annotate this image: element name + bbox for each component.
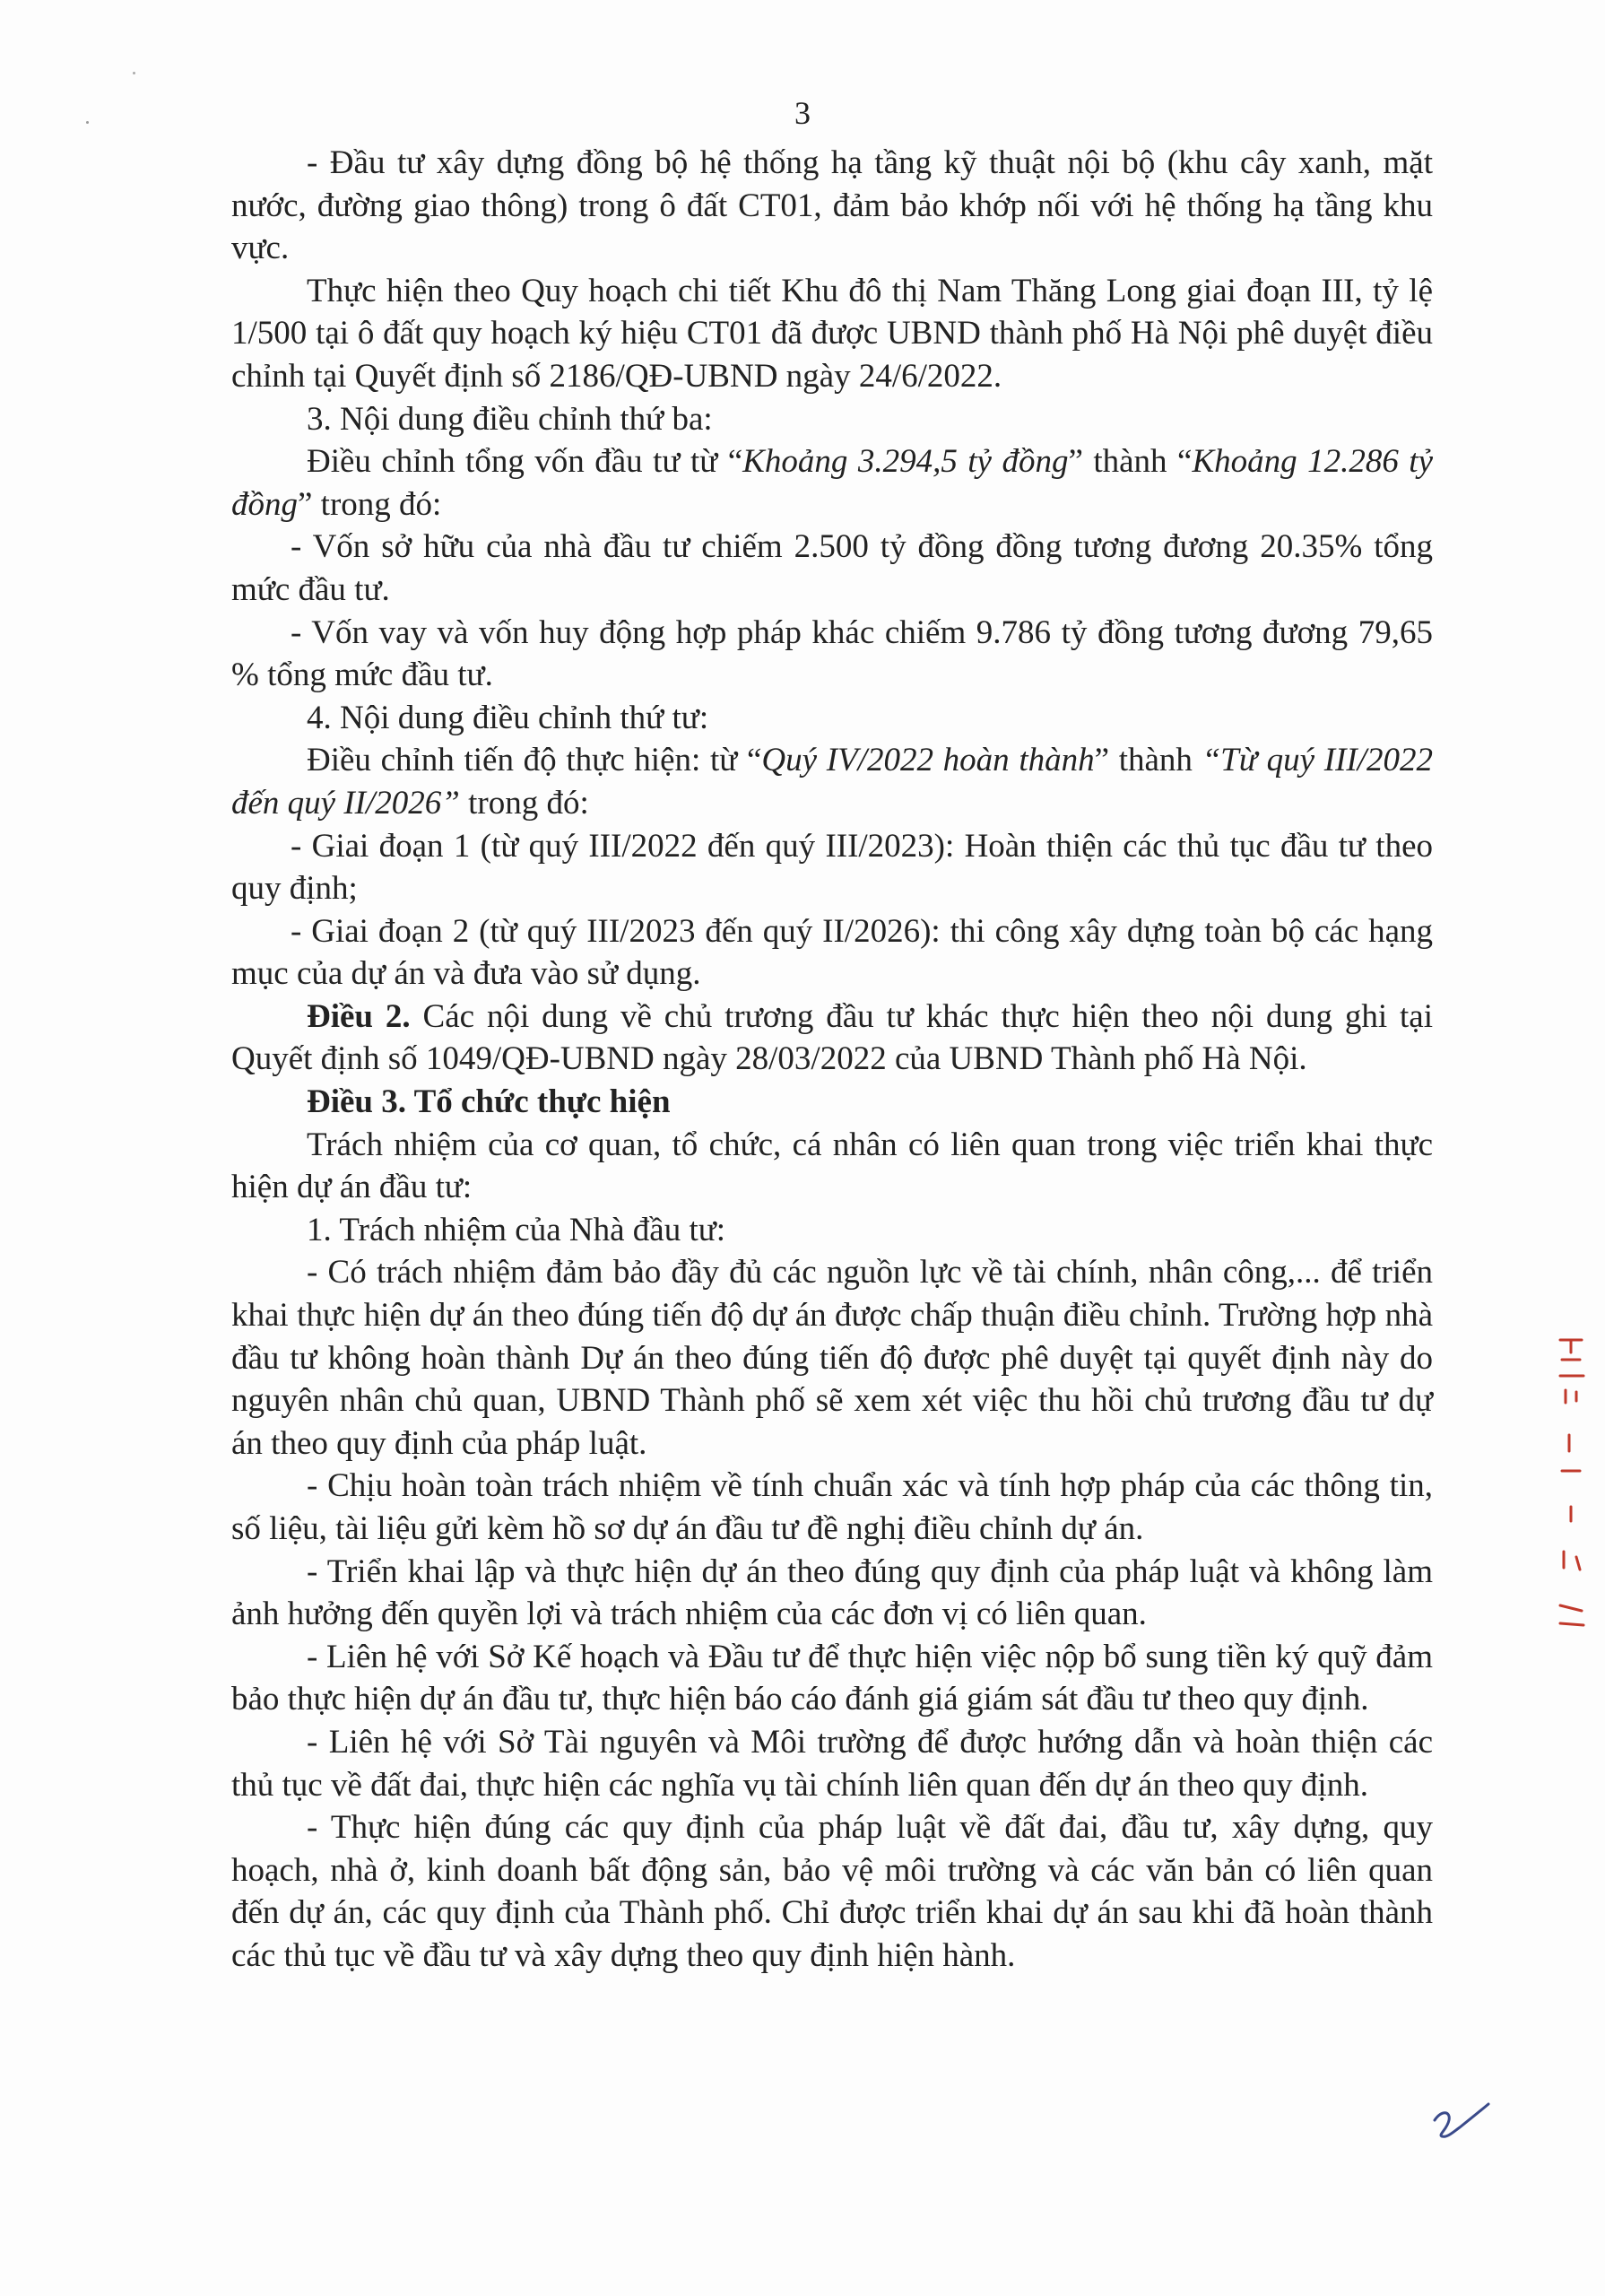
page-number: 3: [794, 95, 811, 131]
paragraph: - Giai đoạn 2 (từ quý III/2023 đến quý II/2026): thi công xây dựng toàn bộ các hạng mục của dự án và đưa vào sử dụng.: [231, 912, 1433, 993]
paragraph: [231, 440, 1433, 526]
scan-speck: [86, 121, 89, 124]
paragraph: - Liên hệ với Sở Tài nguyên và Môi trường để được hướng dẫn và hoàn thiện các thủ tục về đất đai, thực hiện các nghĩa vụ tài chính liên quan đến dự án theo quy định.: [231, 1723, 1433, 1804]
paragraph: - Đầu tư xây dựng đồng bộ hệ thống hạ tầng kỹ thuật nội bộ (khu cây xanh, mặt nước, đường giao thông) trong ô đất CT01, đảm bảo khớp nối với hệ thống hạ tầng khu vực.: [231, 144, 1433, 267]
italic-run: Quý IV/2022 hoàn thành: [761, 742, 1095, 779]
italic-run: Khoảng 3.294,5 tỷ đồng: [742, 443, 1069, 481]
paragraph: [231, 739, 1433, 824]
text-run: ” trong đó:: [298, 485, 442, 523]
paragraph: - Giai đoạn 1 (từ quý III/2022 đến quý III/2023): Hoàn thiện các thủ tục đầu tư theo quy định;: [231, 827, 1433, 908]
paragraph: - Vốn vay và vốn huy động hợp pháp khác chiếm 9.786 tỷ đồng tương đương 79,65 % tổng mức đầu tư.: [231, 613, 1433, 694]
text-run: Các nội dung về chủ trương đầu tư khác thực hiện theo nội dung ghi tại Quyết định số 1049/QĐ-UBND ngày 28/03/2022 của UBND Thành phố Hà Nội.: [231, 997, 1434, 1078]
document-body: [231, 142, 1433, 1978]
paragraph: - Có trách nhiệm đảm bảo đầy đủ các nguồn lực về tài chính, nhân công,... để triển khai thực hiện dự án theo đúng tiến độ dự án được chấp thuận điều chỉnh. Trường hợp nhà đầu tư không hoàn thành Dự án theo đúng tiến độ được phê duyệt tại quyết định này do nguyên nhân chủ quan, UBND Thành phố sẽ xem xét việc thu hồi chủ trương đầu tư dự án theo quy định của pháp luật.: [231, 1254, 1433, 1462]
article-label: Điều 2.: [307, 997, 411, 1035]
article-paragraph: [231, 996, 1433, 1081]
italic-run: Khoảng 12.286 tỷ đồng: [231, 443, 1433, 523]
paragraph: Thực hiện theo Quy hoạch chi tiết Khu đô thị Nam Thăng Long giai đoạn III, tỷ lệ 1/500 tại ô đất quy hoạch ký hiệu CT01 đã được UBND thành phố Hà Nội phê duyệt điều chỉnh tại Quyết định số 2186/QĐ-UBND ngày 24/6/2022.: [231, 272, 1433, 395]
paragraph: - Chịu hoàn toàn trách nhiệm về tính chuẩn xác và tính hợp pháp của các thông tin, số liệu, tài liệu gửi kèm hồ sơ dự án đầu tư đề nghị điều chỉnh dự án.: [231, 1467, 1433, 1547]
paragraph: - Thực hiện đúng các quy định của pháp luật về đất đai, đầu tư, xây dựng, quy hoạch, nhà ở, kinh doanh bất động sản, bảo vệ môi trường và các văn bản có liên quan đến dự án, các quy định của Thành phố. Chỉ được triển khai dự án sau khi đã hoàn thành các thủ tục về đầu tư và xây dựng theo quy định hiện hành.: [231, 1809, 1433, 1974]
text-run: trong đó:: [459, 784, 589, 822]
text-run: Điều chỉnh tiến độ thực hiện: từ “: [307, 742, 762, 779]
paragraph: - Liên hệ với Sở Kế hoạch và Đầu tư để thực hiện việc nộp bổ sung tiền ký quỹ đảm bảo thực hiện dự án đầu tư, thực hiện báo cáo đánh giá giám sát đầu tư theo quy định.: [231, 1638, 1433, 1718]
section-heading: 3. Nội dung điều chỉnh thứ ba:: [307, 400, 713, 438]
paragraph: Trách nhiệm của cơ quan, tổ chức, cá nhân có liên quan trong việc triển khai thực hiện dự án đầu tư:: [231, 1126, 1433, 1206]
article-heading: Điều 3. Tổ chức thực hiện: [307, 1083, 671, 1121]
section-heading: 1. Trách nhiệm của Nhà đầu tư:: [307, 1211, 726, 1248]
handwritten-initial: [1429, 2100, 1492, 2145]
margin-stamp: [1553, 1336, 1589, 1632]
paragraph: - Vốn sở hữu của nhà đầu tư chiếm 2.500 tỷ đồng đồng tương đương 20.35% tổng mức đầu tư.: [231, 528, 1433, 608]
text-run: Điều chỉnh tổng vốn đầu tư từ “: [307, 443, 743, 481]
italic-run: “Từ quý III/2022 đến quý II/2026”: [231, 742, 1433, 822]
text-run: ” thành “: [1068, 443, 1193, 481]
section-heading: 4. Nội dung điều chỉnh thứ tư:: [307, 699, 709, 736]
text-run: ” thành: [1094, 742, 1202, 779]
scan-speck: [133, 72, 135, 74]
paragraph: - Triển khai lập và thực hiện dự án theo đúng quy định của pháp luật và không làm ảnh hưởng đến quyền lợi và trách nhiệm của các đơn vị có liên quan.: [231, 1552, 1433, 1633]
